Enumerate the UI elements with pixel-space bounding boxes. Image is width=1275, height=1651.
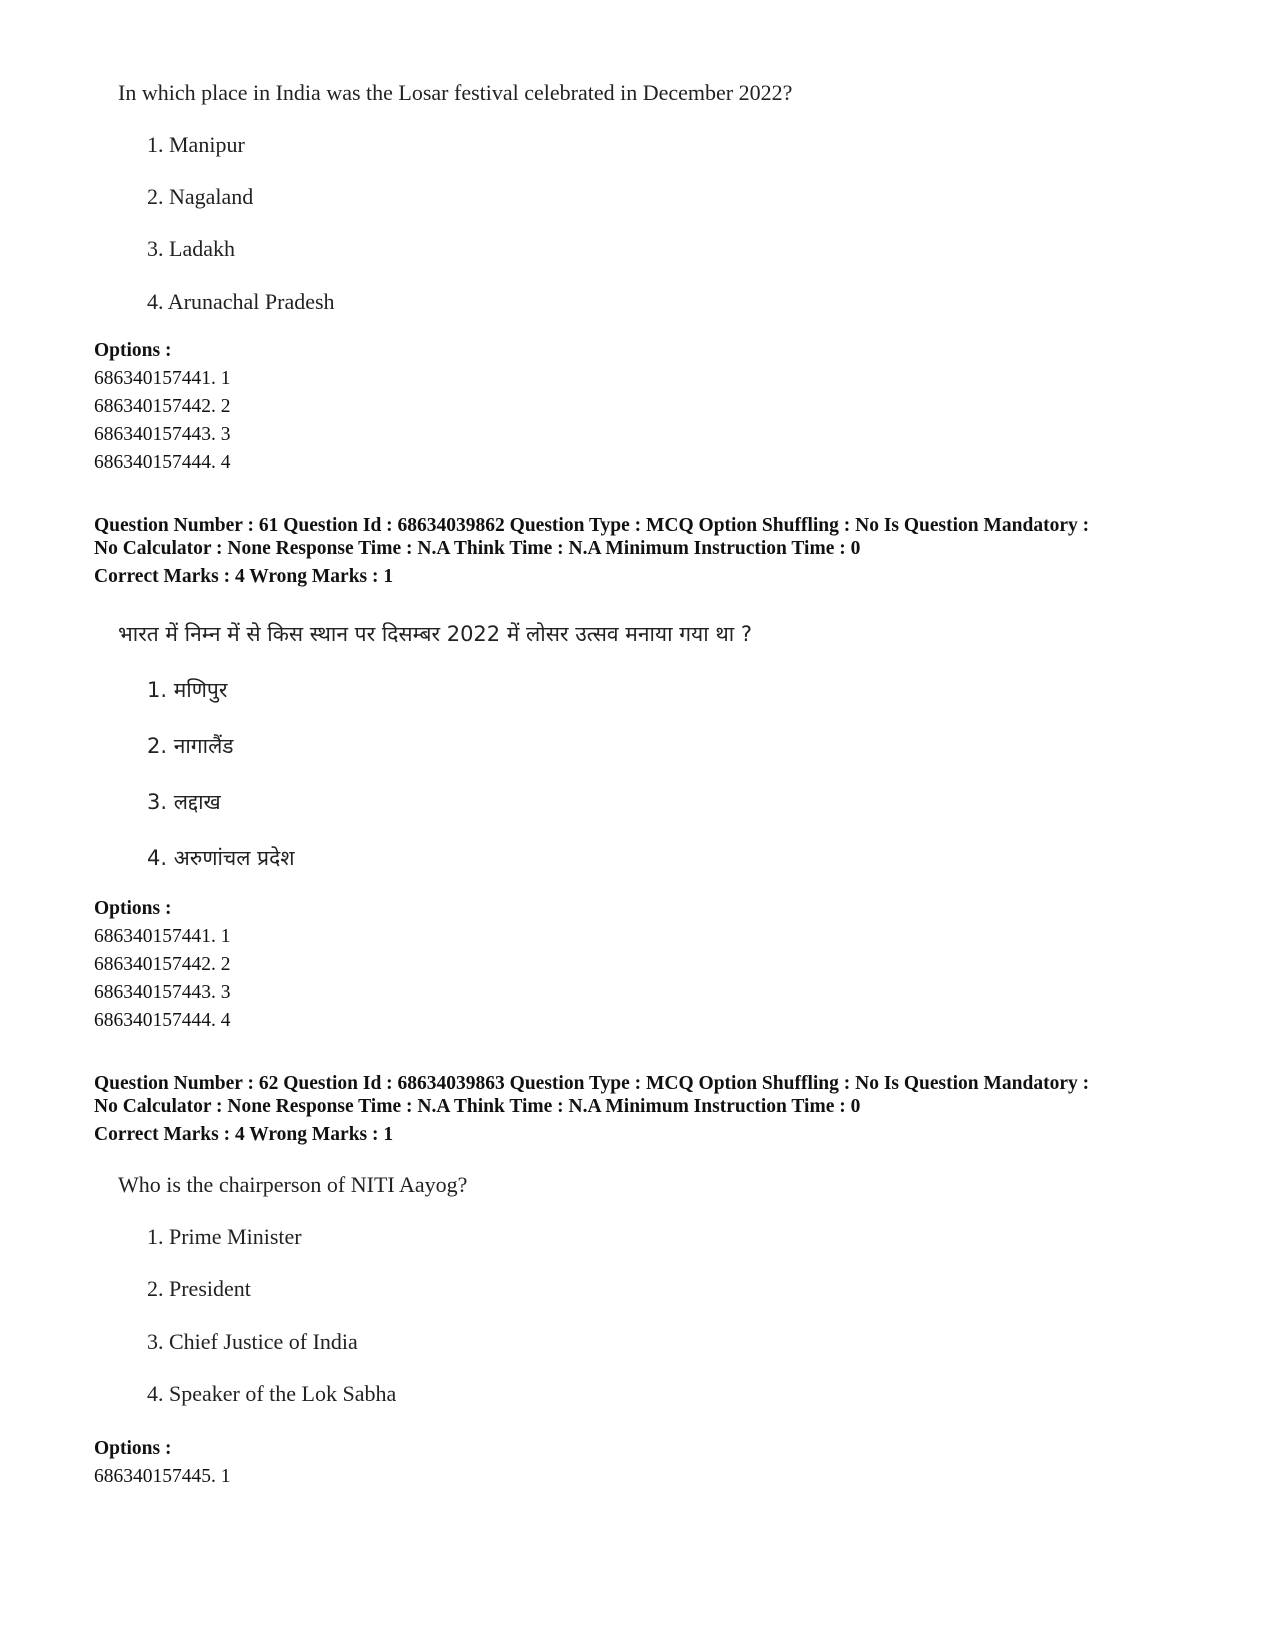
choice-2: 2. नागालैंड [147, 734, 234, 758]
question-meta: Question Number : 62 Question Id : 68634039863 Question Type : MCQ Option Shuffling : No Is Question Mandatory : [94, 1073, 1090, 1094]
question-marks: Correct Marks : 4 Wrong Marks : 1 [94, 566, 394, 587]
choice-4: 4. Arunachal Pradesh [147, 289, 335, 314]
choice-1: 1. मणिपुर [147, 678, 228, 702]
option-id: 686340157443. 3 [94, 424, 231, 445]
option-id: 686340157441. 1 [94, 368, 231, 389]
option-id: 686340157444. 4 [94, 1010, 231, 1031]
option-id: 686340157441. 1 [94, 926, 231, 947]
question-meta: Question Number : 61 Question Id : 68634039862 Question Type : MCQ Option Shuffling : No Is Question Mandatory : [94, 515, 1090, 536]
question-text: भारत में निम्न में से किस स्थान पर दिसम्बर 2022 में लोसर उत्सव मनाया गया था ? [118, 622, 753, 646]
choice-4: 4. अरुणांचल प्रदेश [147, 846, 295, 870]
choice-2: 2. President [147, 1276, 251, 1301]
choice-3: 3. Ladakh [147, 236, 235, 261]
choice-3: 3. Chief Justice of India [147, 1329, 358, 1354]
option-id: 686340157445. 1 [94, 1466, 231, 1487]
choice-2: 2. Nagaland [147, 184, 254, 209]
question-text: In which place in India was the Losar festival celebrated in December 2022? [118, 80, 793, 105]
choice-1: 1. Prime Minister [147, 1224, 302, 1249]
options-label: Options : [94, 1438, 172, 1459]
choice-1: 1. Manipur [147, 132, 245, 157]
question-meta: No Calculator : None Response Time : N.A Think Time : N.A Minimum Instruction Time : 0 [94, 538, 861, 559]
question-marks: Correct Marks : 4 Wrong Marks : 1 [94, 1124, 394, 1145]
question-text: Who is the chairperson of NITI Aayog? [118, 1172, 468, 1197]
options-label: Options : [94, 898, 172, 919]
choice-3: 3. लद्दाख [147, 790, 221, 814]
choice-4: 4. Speaker of the Lok Sabha [147, 1381, 397, 1406]
option-id: 686340157442. 2 [94, 396, 231, 417]
option-id: 686340157442. 2 [94, 954, 231, 975]
option-id: 686340157444. 4 [94, 452, 231, 473]
question-meta: No Calculator : None Response Time : N.A Think Time : N.A Minimum Instruction Time : 0 [94, 1096, 861, 1117]
option-id: 686340157443. 3 [94, 982, 231, 1003]
options-label: Options : [94, 340, 172, 361]
